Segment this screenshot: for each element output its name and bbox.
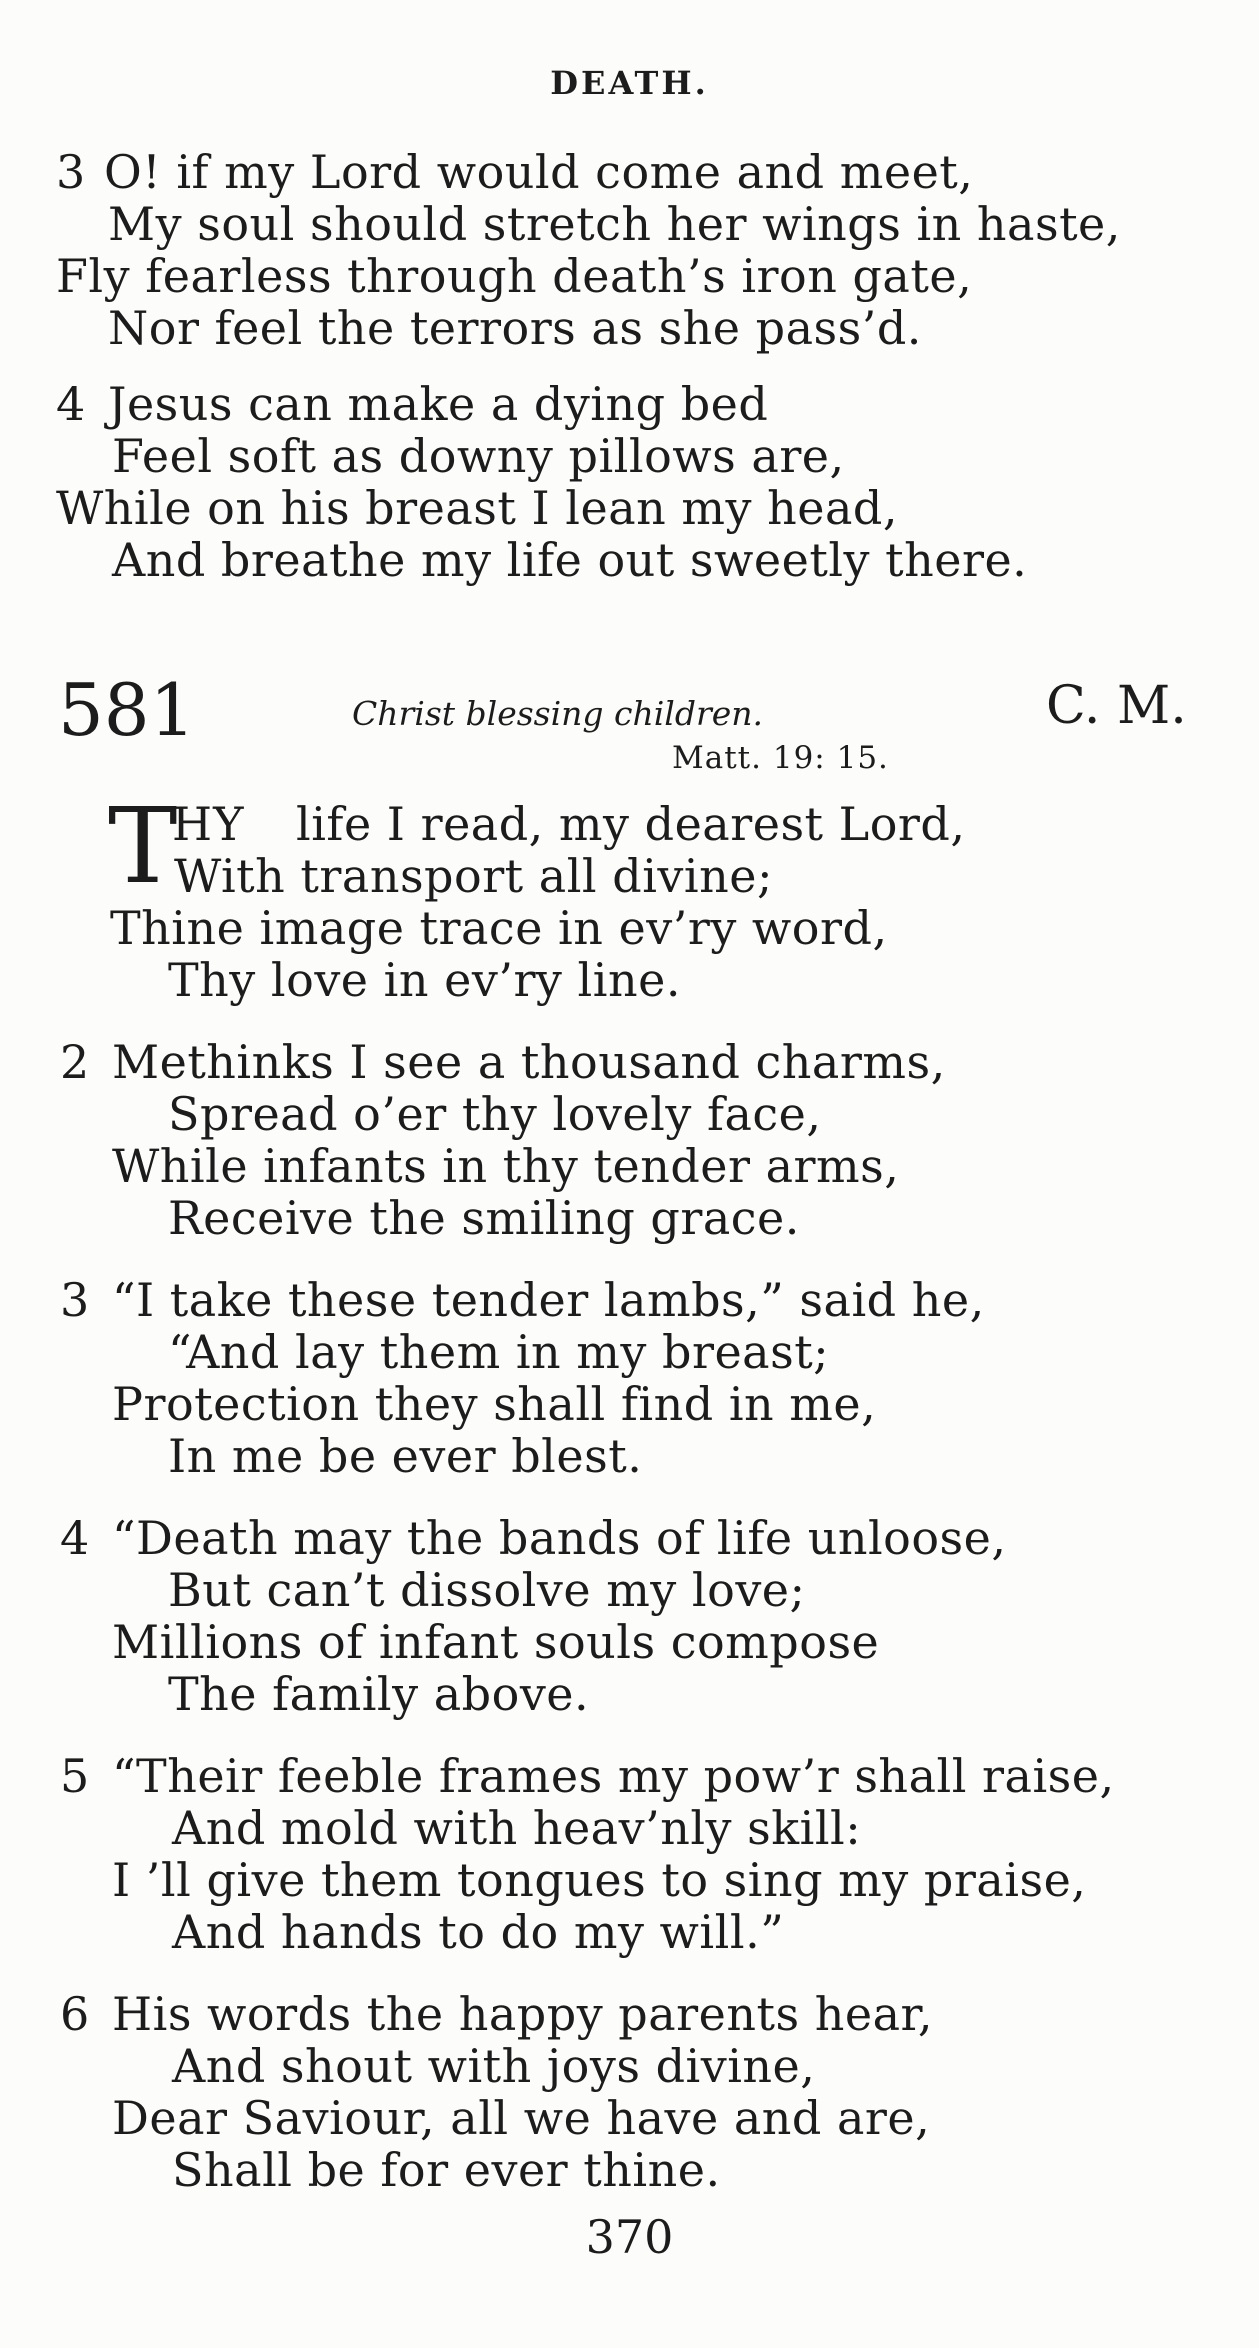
hymn-number: 581 [58,668,196,752]
verse-line: “Their feeble frames my pow’r shall raise, [112,1749,1115,1803]
verse-number: 2 [60,1035,90,1089]
verse-line: My soul should stretch her wings in haste, [108,197,1121,251]
verse-line: Spread o’er thy lovely face, [168,1087,822,1141]
verse-line: With transport all divine; [174,849,773,903]
verse-line: But can’t dissolve my love; [168,1563,806,1617]
drop-cap: T [108,785,178,907]
verse-number: 4 [56,377,86,431]
verse-line: I ’ll give them tongues to sing my praise, [112,1853,1087,1907]
verse-line: Millions of infant souls compose [112,1615,880,1669]
verse-line: Dear Saviour, all we have and are, [112,2091,931,2145]
verse-number: 4 [60,1511,90,1565]
verse-line: Feel soft as downy pillows are, [112,429,845,483]
verse-line: And breathe my life out sweetly there. [112,533,1028,587]
first-word-caps: HY [172,797,245,851]
verse-line: life I read, my dearest Lord, [296,797,966,851]
verse-line: Thine image trace in ev’ry word, [110,901,888,955]
hymn-title: Christ blessing children. [352,694,764,733]
page-number: 370 [585,2210,674,2264]
verse-line: Receive the smiling grace. [168,1191,800,1245]
verse-line: Jesus can make a dying bed [108,377,769,431]
verse-line: Protection they shall find in me, [112,1377,877,1431]
verse-number: 6 [60,1987,90,2041]
verse-line: The family above. [168,1667,590,1721]
verse-line: His words the happy parents hear, [112,1987,934,2041]
verse-number: 3 [56,145,86,199]
hymn-meter: C. M. [1046,676,1187,736]
verse-line: And hands to do my will.” [172,1905,785,1959]
verse-line: “And lay them in my breast; [168,1325,830,1379]
verse-line: While infants in thy tender arms, [112,1139,900,1193]
verse-line: Shall be for ever thine. [172,2143,721,2197]
verse-number: 3 [60,1273,90,1327]
verse-line: O! if my Lord would come and meet, [104,145,974,199]
verse-line: Fly fearless through death’s iron gate, [56,249,973,303]
verse-line: “I take these tender lambs,” said he, [112,1273,985,1327]
page-header: DEATH. [550,64,709,102]
verse-line: Thy love in ev’ry line. [168,953,681,1007]
verse-line: Nor feel the terrors as she pass’d. [108,301,922,355]
verse-number: 5 [60,1749,90,1803]
verse-line: “Death may the bands of life unloose, [112,1511,1007,1565]
scripture-reference: Matt. 19: 15. [672,740,889,776]
verse-line: Methinks I see a thousand charms, [112,1035,946,1089]
verse-line: And shout with joys divine, [172,2039,816,2093]
verse-line: In me be ever blest. [168,1429,643,1483]
verse-line: While on his breast I lean my head, [56,481,898,535]
verse-line: And mold with heav’nly skill: [172,1801,862,1855]
